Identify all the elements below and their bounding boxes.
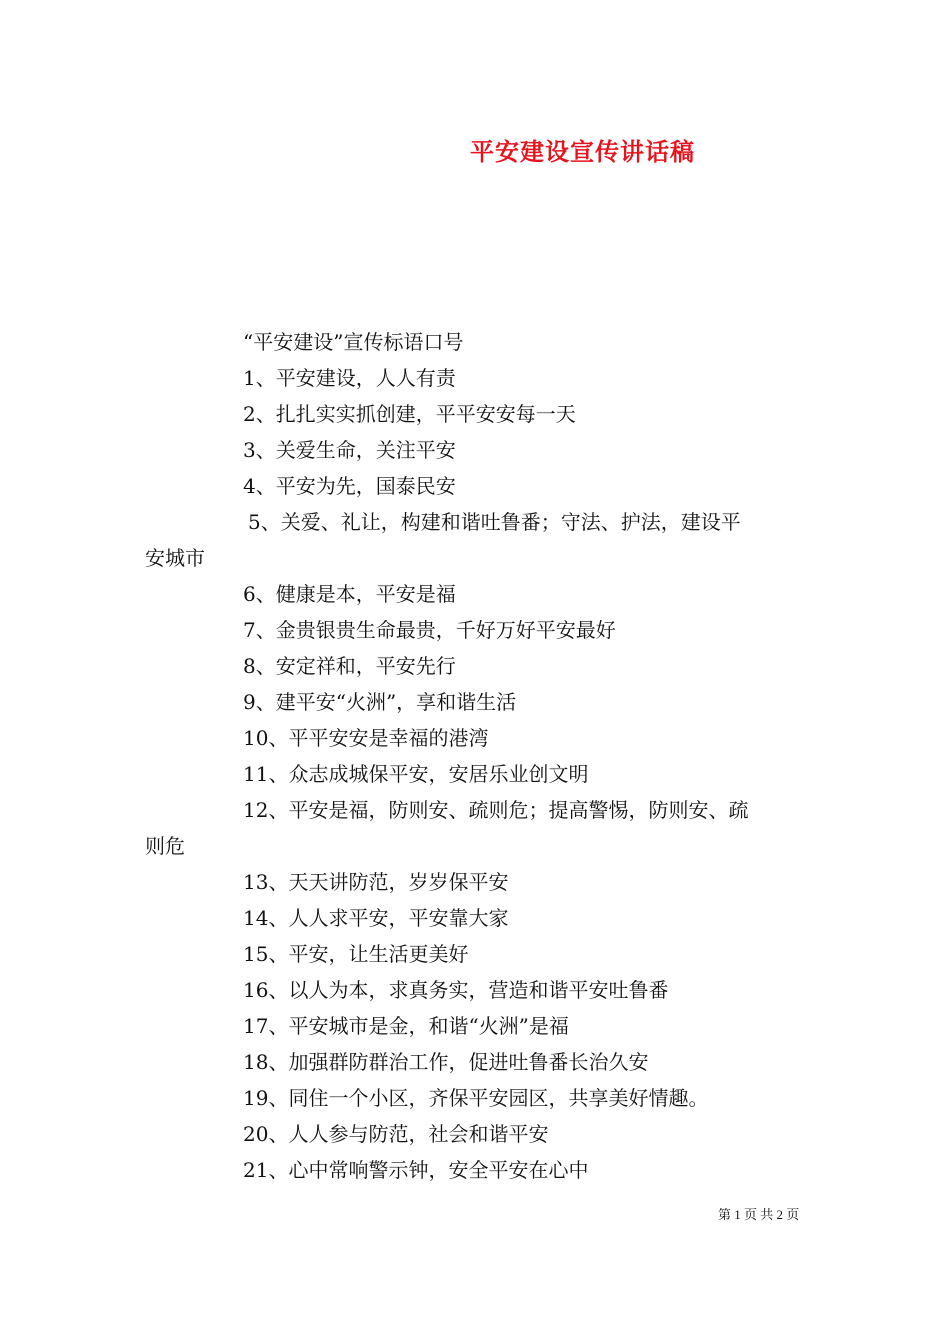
slogan-item: 7、金贵银贵生命最贵，千好万好平安最好 — [243, 618, 616, 642]
slogan-item: 12、平安是福，防则安、疏则危；提高警惕，防则安、疏 — [243, 798, 749, 822]
slogan-item: 16、以人为本，求真务实，营造和谐平安吐鲁番 — [243, 978, 669, 1002]
slogan-item: 1、平安建设，人人有责 — [243, 366, 456, 390]
slogan-heading: “平安建设”宣传标语口号 — [243, 330, 464, 354]
slogan-item-continuation: 安城市 — [145, 546, 205, 570]
slogan-item: 10、平平安安是幸福的港湾 — [243, 726, 489, 750]
slogan-item: 14、人人求平安，平安靠大家 — [243, 906, 509, 930]
document-body — [145, 324, 810, 1188]
slogan-item: 8、安定祥和，平安先行 — [243, 654, 456, 678]
slogan-item: 9、建平安“火洲”，享和谐生活 — [243, 690, 517, 714]
slogan-item: 5、关爱、礼让，构建和谐吐鲁番；守法、护法，建设平 — [248, 510, 741, 534]
slogan-item: 20、人人参与防范，社会和谐平安 — [243, 1122, 549, 1146]
slogan-item: 3、关爱生命，关注平安 — [243, 438, 456, 462]
slogan-item: 13、天天讲防范，岁岁保平安 — [243, 870, 509, 894]
slogan-item: 4、平安为先，国泰民安 — [243, 474, 456, 498]
document-title: 平安建设宣传讲话稿 — [470, 137, 695, 166]
slogan-item: 17、平安城市是金，和谐“火洲”是福 — [243, 1014, 569, 1038]
slogan-item: 21、心中常响警示钟，安全平安在心中 — [243, 1158, 589, 1182]
slogan-item: 11、众志成城保平安，安居乐业创文明 — [243, 762, 589, 786]
slogan-item: 19、同住一个小区，齐保平安园区，共享美好情趣。 — [243, 1086, 709, 1110]
slogan-item: 6、健康是本，平安是福 — [243, 582, 456, 606]
slogan-item-continuation: 则危 — [145, 834, 185, 858]
slogan-item: 15、平安，让生活更美好 — [243, 942, 469, 966]
slogan-item: 2、扎扎实实抓创建，平平安安每一天 — [243, 402, 576, 426]
slogan-item: 18、加强群防群治工作，促进吐鲁番长治久安 — [243, 1050, 649, 1074]
page-footer: 第 1 页 共 2 页 — [718, 1207, 800, 1222]
